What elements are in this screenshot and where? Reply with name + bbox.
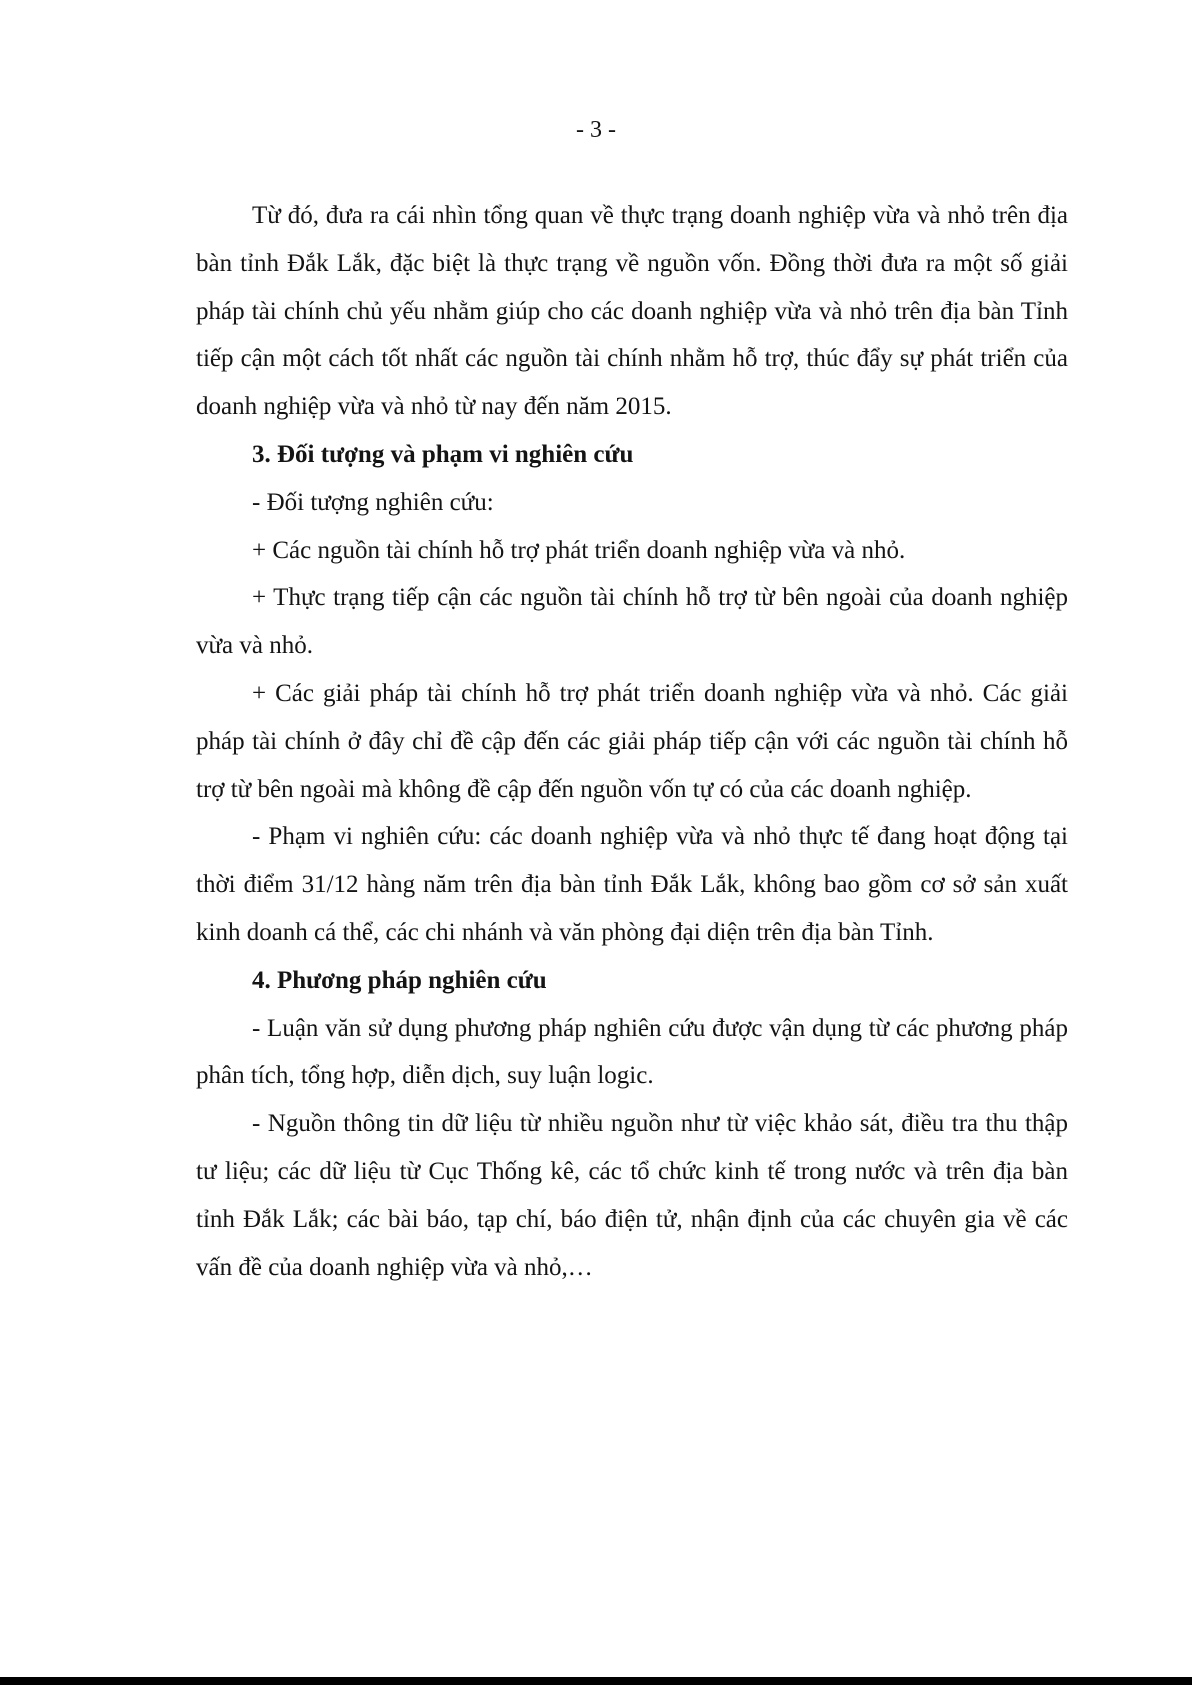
- paragraph-methods: - Luận văn sử dụng phương pháp nghiên cứu được vận dụng từ các phương pháp phân tích, tổng hợp, diễn dịch, suy luận logic.: [196, 1014, 1068, 1090]
- paragraph-access-status: + Thực trạng tiếp cận các nguồn tài chính hỗ trợ từ bên ngoài của doanh nghiệp vừa và nhỏ.: [196, 584, 1068, 660]
- paragraph-research-scope: - Phạm vi nghiên cứu: các doanh nghiệp vừa và nhỏ thực tế đang hoạt động tại thời điểm 31/12 hàng năm trên địa bàn tỉnh Đắk Lắk, không bao gồm cơ sở sản xuất kinh doanh cá thể, các chi nhánh và văn phòng đại diện trên địa bàn Tỉnh.: [196, 823, 1068, 946]
- page-number: - 3 -: [576, 117, 616, 143]
- section-heading-4: 4. Phương pháp nghiên cứu: [252, 966, 547, 994]
- paragraph-overview: Từ đó, đưa ra cái nhìn tổng quan về thực trạng doanh nghiệp vừa và nhỏ trên địa bàn tỉnh Đắk Lắk, đặc biệt là thực trạng về nguồn vốn. Đồng thời đưa ra một số giải pháp tài chính chủ yếu nhằm giúp cho các doanh nghiệp vừa và nhỏ trên địa bàn Tỉnh tiếp cận một cách tốt nhất các nguồn tài chính nhằm hỗ trợ, thúc đẩy sự phát triển của doanh nghiệp vừa và nhỏ từ nay đến năm 2015.: [196, 202, 1068, 421]
- paragraph-financial-solutions: + Các giải pháp tài chính hỗ trợ phát triển doanh nghiệp vừa và nhỏ. Các giải pháp tài chính ở đây chỉ đề cập đến các giải pháp tiếp cận với các nguồn tài chính hỗ trợ từ bên ngoài mà không đề cập đến nguồn vốn tự có của các doanh nghiệp.: [196, 679, 1068, 803]
- bottom-edge-bar: [0, 1677, 1192, 1685]
- paragraph-data-sources: - Nguồn thông tin dữ liệu từ nhiều nguồn như từ việc khảo sát, điều tra thu thập tư liệu; các dữ liệu từ Cục Thống kê, các tổ chức kinh tế trong nước và trên địa bàn tỉnh Đắk Lắk; các bài báo, tạp chí, báo điện tử, nhận định của các chuyên gia về các vấn đề của doanh nghiệp vừa và nhỏ,…: [196, 1110, 1068, 1281]
- section-heading-3: 3. Đối tượng và phạm vi nghiên cứu: [252, 440, 634, 468]
- paragraph-financial-sources: + Các nguồn tài chính hỗ trợ phát triển doanh nghiệp vừa và nhỏ.: [252, 536, 906, 564]
- paragraph-research-object-label: - Đối tượng nghiên cứu:: [252, 488, 494, 516]
- document-body: [196, 192, 1068, 1291]
